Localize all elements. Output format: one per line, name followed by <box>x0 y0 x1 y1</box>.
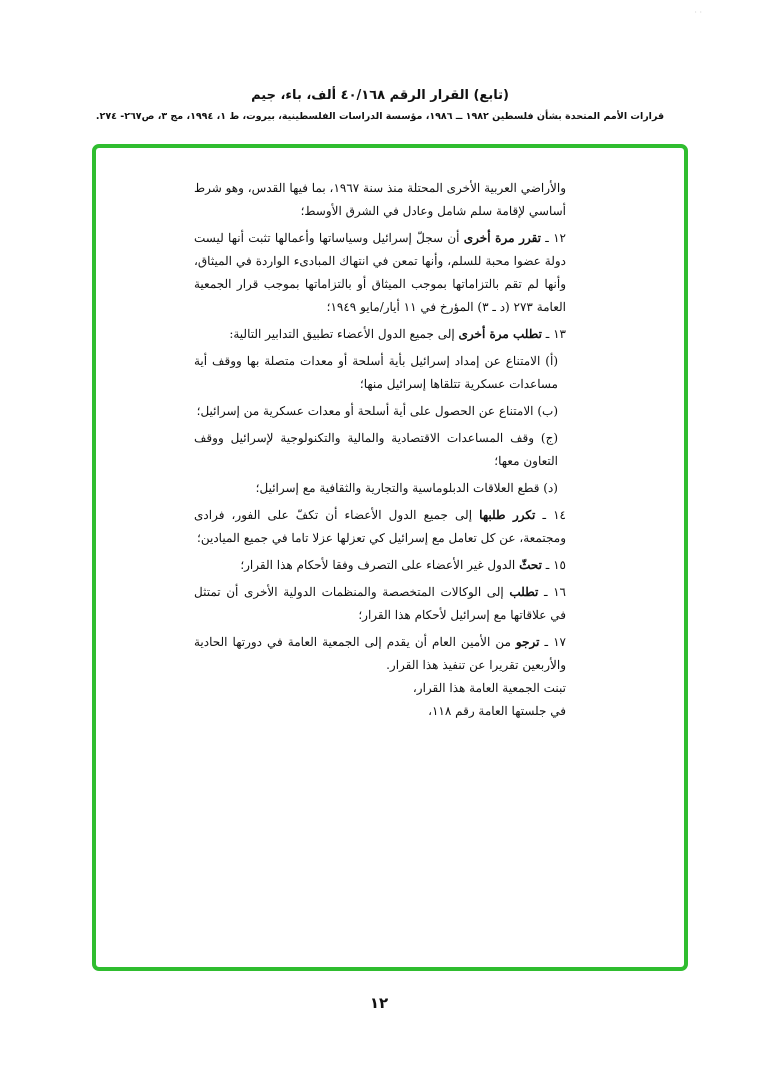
sub-item-b: (ب) الامتناع عن الحصول على أية أسلحة أو معدات عسكرية من إسرائيل؛ <box>196 404 558 418</box>
paragraph-15 <box>194 554 566 577</box>
operative-verb: تكرر طلبها <box>479 508 536 522</box>
paragraph-number: ١٢ ـ <box>545 231 566 245</box>
paragraph-13 <box>194 323 566 346</box>
resolution-title: (تابع) القرار الرقم ٤٠/١٦٨ ألف، باء، جيم <box>251 88 509 103</box>
paragraph-14 <box>194 504 566 550</box>
paragraph-text: إلى جميع الدول الأعضاء أن تكفّ على الفور، فرادى ومجتمعة، عن كل تعامل مع إسرائيل كي تعزلها عزلا تاما في جميع الميادين؛ <box>194 508 566 545</box>
paragraph-12 <box>194 227 566 319</box>
paragraph-text: أن سجلّ إسرائيل وسياساتها وأعمالها تثبت أنها ليست دولة عضوا محبة للسلم، وأنها تمعن في انتهاك المبادىء الواردة في الميثاق، وأنها لم تقم بالتزاماتها بموجب الميثاق أو بالتزاماتها بموجب قرار الجمعية العامة ٢٧٣ (د ـ ٣) المؤرخ في ١١ أيار/مايو ١٩٤٩؛ <box>194 231 566 314</box>
paragraph-number: ١٧ ـ <box>544 635 566 649</box>
paragraph-16 <box>194 581 566 627</box>
meeting-reference: في جلستها العامة رقم ١١٨، <box>428 704 566 718</box>
sub-item-d: (د) قطع العلاقات الدبلوماسية والتجارية والثقافية مع إسرائيل؛ <box>255 481 558 495</box>
paragraph-text: من الأمين العام أن يقدم إلى الجمعية العامة في دورتها الحادية والأربعين تقريرا عن تنفيذ هذا القرار. <box>194 635 566 672</box>
paragraph-number: ١٤ ـ <box>542 508 566 522</box>
paragraph-text: الدول غير الأعضاء على التصرف وفقا لأحكام هذا القرار؛ <box>240 558 516 572</box>
source-citation: قرارات الأمم المتحدة بشأن فلسطين ١٩٨٢ ــ ١٩٨٦، مؤسسة الدراسات الفلسطينية، بيروت، ط ١، ١٩٩٤، مج ٣، ص٢٦٧- ٢٧٤. <box>95 111 665 122</box>
paragraph-text: إلى جميع الدول الأعضاء تطبيق التدابير التالية: <box>229 327 455 341</box>
operative-verb: تحثّ <box>519 558 542 572</box>
resolution-body <box>194 177 566 723</box>
sub-item-a: (أ) الامتناع عن إمداد إسرائيل بأية أسلحة أو معدات متصلة بها ووقف أية مساعدات عسكرية تتلقاها إسرائيل منها؛ <box>194 354 558 391</box>
paragraph-number: ١٦ ـ <box>543 585 566 599</box>
operative-verb: تطلب مرة أخرى <box>458 327 542 341</box>
operative-verb: تقرر مرة أخرى <box>463 231 541 245</box>
intro-paragraph: والأراضي العربية الأخرى المحتلة منذ سنة ١٩٦٧، بما فيها القدس، وهو شرط أساسي لإقامة سلم شامل وعادل في الشرق الأوسط؛ <box>194 181 566 218</box>
page-corner-mark: · · <box>694 8 702 17</box>
paragraph-number: ١٥ ـ <box>545 558 566 572</box>
paragraph-text: إلى الوكالات المتخصصة والمنظمات الدولية الأخرى أن تمتثل في علاقاتها مع إسرائيل لأحكام هذا القرار؛ <box>194 585 566 622</box>
paragraph-17 <box>194 631 566 677</box>
paragraph-number: ١٣ ـ <box>545 327 566 341</box>
sub-item-c: (ج) وقف المساعدات الاقتصادية والمالية والتكنولوجية لإسرائيل ووقف التعاون معها؛ <box>194 431 558 468</box>
adoption-statement: تبنت الجمعية العامة هذا القرار، <box>412 681 566 695</box>
page-number: ١٢ <box>369 994 389 1012</box>
operative-verb: ترجو <box>515 635 540 649</box>
document-header <box>60 86 700 125</box>
operative-verb: تطلب <box>509 585 539 599</box>
